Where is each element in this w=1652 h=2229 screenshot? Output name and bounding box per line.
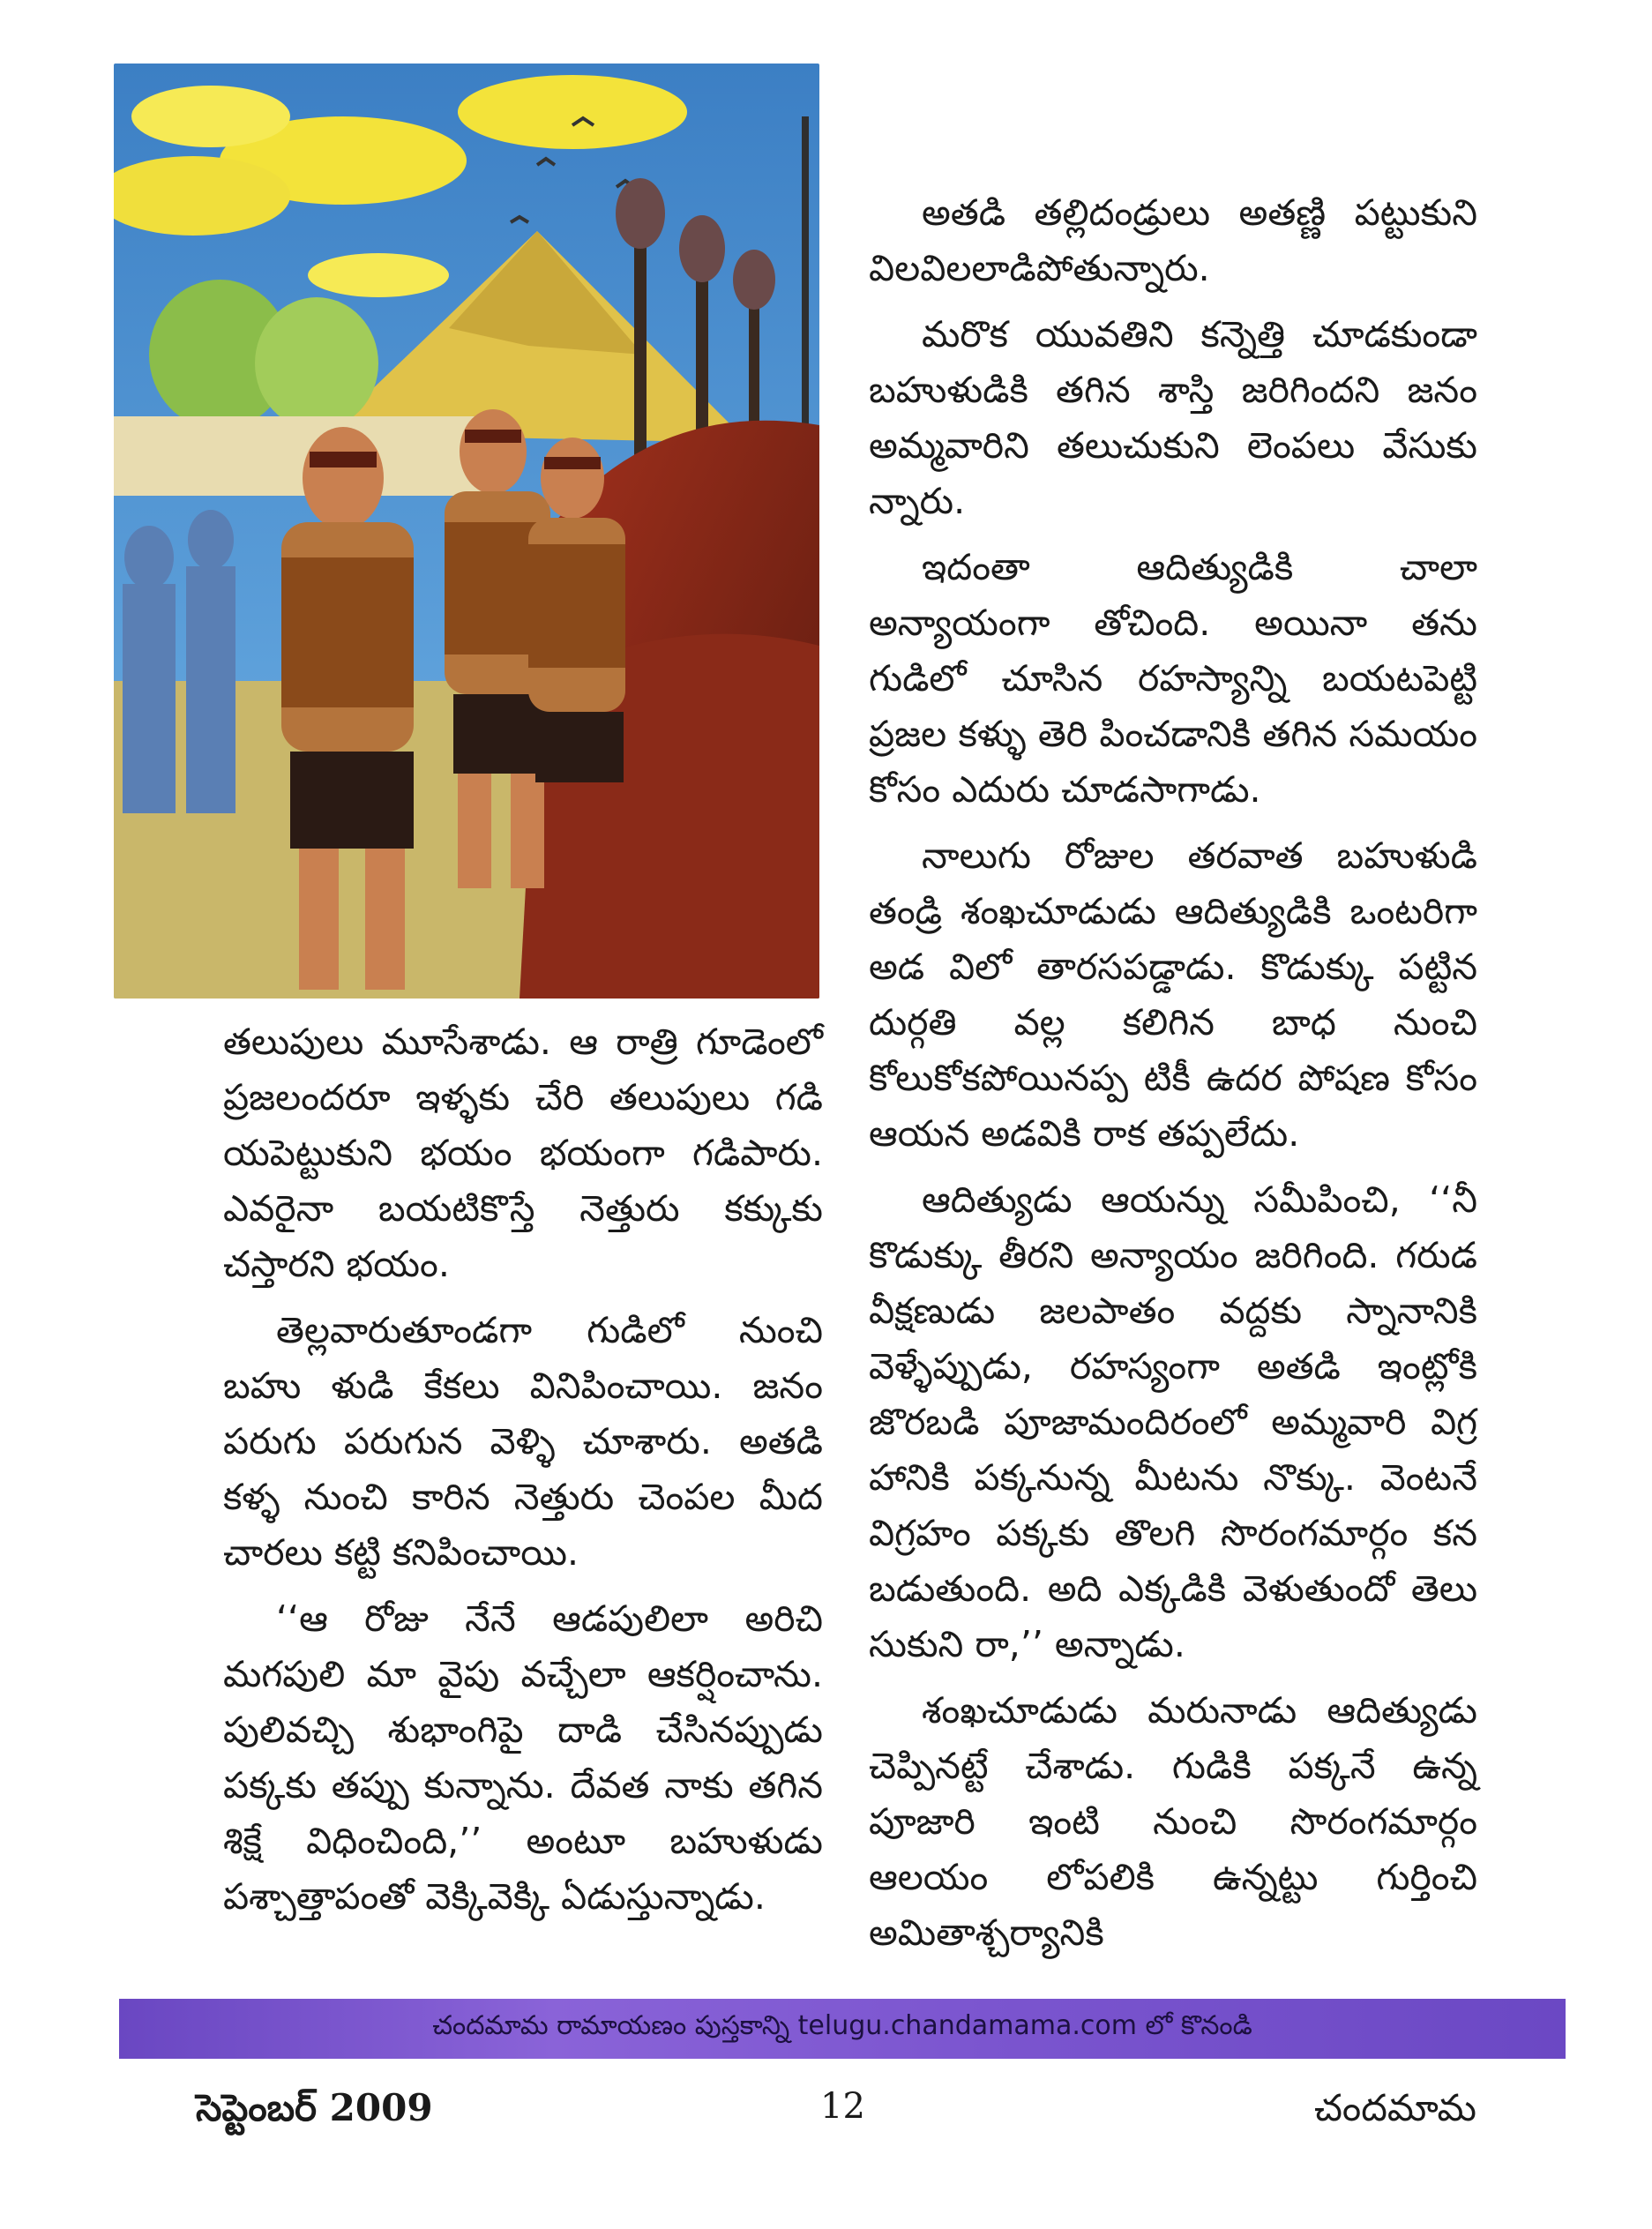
paragraph: మరొక యువతిని కన్నెత్తి చూడకుండా బహుళుడికి తగిన శాస్తి జరిగిందని జనం అమ్మవారిని తలుచుకుని లెంపలు వేసుకు న్నారు. — [869, 313, 1477, 522]
paragraph: ‘‘ఆ రోజు నేనే ఆడపులిలా అరిచి మగపులి మా వైపు వచ్చేలా ఆకర్షించాను. పులివచ్చి శుభాంగిపై దాడి చేసినప్పుడు పక్కకు తప్పు కున్నాను. దేవత నాకు తగిన శిక్షే విధించింది,’’ అంటూ బహుళుడు పశ్చాత్తాపంతో వెక్కివెక్కి ఏడుస్తున్నాడు. — [223, 1597, 823, 1918]
left-text-column — [223, 1014, 823, 1935]
story-illustration — [114, 64, 819, 999]
paragraph: తెల్లవారుతూండగా గుడిలో నుంచి బహు ళుడి కేకలు వినిపించాయి. జనం పరుగు పరుగున వెళ్ళి చూశారు. అతడి కళ్ళ నుంచి కారిన నెత్తురు చెంపల మీద చారలు కట్టి కనిపించాయి. — [223, 1309, 823, 1574]
promo-banner[interactable] — [119, 1999, 1566, 2059]
footer-magazine-name: చందమామ — [1314, 2086, 1476, 2129]
paragraph: అతడి తల్లిదండ్రులు అతణ్ణి పట్టుకుని విలవిలలాడిపోతున్నారు. — [869, 191, 1477, 289]
footer-issue-date: సెప్టెంబర్ 2009 — [196, 2086, 433, 2129]
right-text-column — [869, 185, 1477, 1971]
paragraph: నాలుగు రోజుల తరవాత బహుళుడి తండ్రి శంఖచూడుడు ఆదిత్యుడికి ఒంటరిగా అడ విలో తారసపడ్డాడు. కొడుక్కు పట్టిన దుర్గతి వల్ల కలిగిన బాధ నుంచి కోలుకోకపోయినప్ప టికీ ఉదర పోషణ కోసం ఆయన అడవికి రాక తప్పలేదు. — [869, 834, 1477, 1155]
paragraph: ఇదంతా ఆదిత్యుడికి చాలా అన్యాయంగా తోచింది. అయినా తను గుడిలో చూసిన రహస్యాన్ని బయటపెట్టి ప్రజల కళ్ళు తెరి పించడానికి తగిన సమయం కోసం ఎదురు చూడసాగాడు. — [869, 546, 1477, 811]
paragraph: తలుపులు మూసేశాడు. ఆ రాత్రి గూడెంలో ప్రజలందరూ ఇళ్ళకు చేరి తలుపులు గడి యపెట్టుకుని భయం భయంగా గడిపారు. ఎవరైనా బయటికొస్తే నెత్తురు కక్కుకు చస్తారని భయం. — [223, 1021, 823, 1285]
paragraph: ఆదిత్యుడు ఆయన్ను సమీపించి, ‘‘నీ కొడుక్కు తీరని అన్యాయం జరిగింది. గరుడ వీక్షణుడు జలపాతం వద్దకు స్నానానికి వెళ్ళేప్పుడు, రహస్యంగా అతడి ఇంట్లోకి జొరబడి పూజామందిరంలో అమ్మవారి విగ్ర హానికి పక్కనున్న మీటను నొక్కు. వెంటనే విగ్రహం పక్కకు తొలగి సొరంగమార్గం కన బడుతుంది. అది ఎక్కడికి వెళుతుందో తెలు సుకుని రా,’’ అన్నాడు. — [869, 1178, 1477, 1665]
footer-page-number: 12 — [820, 2086, 865, 2127]
paragraph: శంఖచూడుడు మరునాడు ఆదిత్యుడు చెప్పినట్టే చేశాడు. గుడికి పక్కనే ఉన్న పూజారి ఇంటి నుంచి సొరంగమార్గం ఆలయం లోపలికి ఉన్నట్టు గుర్తించి అమితాశ్చర్యానికి — [869, 1689, 1477, 1954]
village-tribal-men-illustration — [114, 64, 819, 999]
promo-banner-text: చందమామ రామాయణం పుస్తకాన్ని telugu.chandamama.com లో కొనండి — [432, 2010, 1252, 2041]
